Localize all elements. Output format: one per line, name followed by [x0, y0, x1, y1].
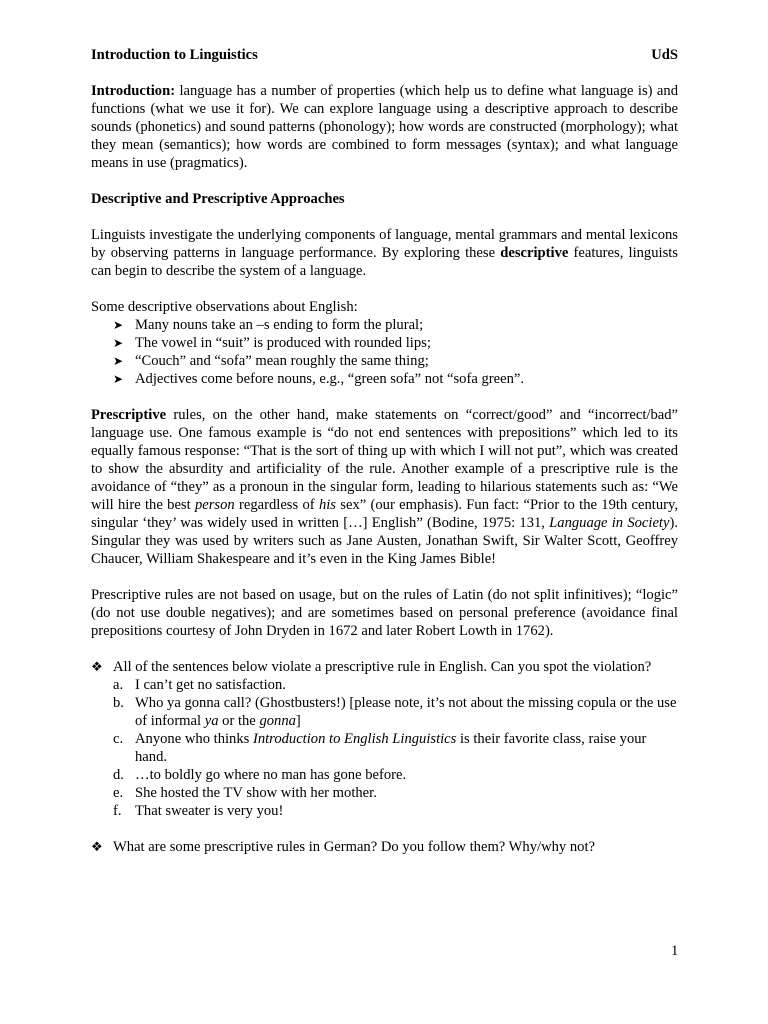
diamond-bullet-icon: ❖ — [91, 839, 103, 854]
list-item-label: d. — [113, 767, 124, 783]
list-item-text: …to boldly go where no man has gone before. — [135, 767, 407, 783]
prescriptive-text-1: rules, on the other hand, make statements on “correct/good” and “incorrect/bad” language use. One famous example is “do not end sentences with prepositions” which led to its equally famous response: “That is the sort of thing up with which I will not put”, which was created to show the absurdity and artificiality of the rule. Another example of a prescriptive rule is the avoidance of “they” as a pronoun in the singular form, leading to hilarious statements such as: “We will hire the best — [91, 407, 678, 513]
sentences-list — [91, 676, 678, 820]
list-item — [113, 316, 678, 334]
list-item-text: Who ya gonna call? (Ghostbusters!) [please note, it’s not about the missing copula or the use of informal — [135, 695, 677, 729]
section-heading: Descriptive and Prescriptive Approaches — [91, 191, 345, 207]
list-item — [113, 676, 678, 694]
intro-paragraph — [91, 82, 678, 172]
list-item — [113, 694, 678, 730]
list-item — [113, 766, 678, 784]
list-item-label: e. — [113, 785, 124, 801]
task-2 — [91, 838, 678, 856]
arrow-bullet-icon: ➤ — [113, 336, 124, 350]
page-number: 1 — [671, 943, 679, 959]
arrow-bullet-icon: ➤ — [113, 372, 124, 386]
list-item-text: Many nouns take an –s ending to form the plural; — [135, 317, 424, 333]
observations-intro: Some descriptive observations about English: — [91, 299, 358, 315]
descriptive-bold-term: descriptive — [500, 245, 569, 261]
prescriptive-text-4: ). Singular they was used by writers such as Jane Austen, Jonathan Swift, Sir Walter Scott, Geoffrey Chaucer, William Shakespeare and it’s even in the King James Bible! — [91, 515, 678, 567]
list-item-label: f. — [113, 803, 122, 819]
prescriptive-italic-3: Language in Society — [549, 515, 670, 531]
university-abbrev: UdS — [651, 47, 678, 63]
observations-list — [91, 316, 678, 388]
page-header — [91, 46, 678, 64]
prescriptive-italic-1: person — [194, 497, 235, 513]
task-1-text: All of the sentences below violate a prescriptive rule in English. Can you spot the violation? — [113, 659, 652, 675]
prescriptive-text-3: sex” (our emphasis). Fun fact: “Prior to the 19th century, singular ‘they’ was widely used in written […] English” (Bodine, 1975: 131, — [91, 497, 679, 531]
list-item-text: ] — [295, 713, 301, 729]
list-item-text: She hosted the TV show with her mother. — [135, 785, 377, 801]
list-item-text: The vowel in “suit” is produced with rounded lips; — [135, 335, 431, 351]
course-title: Introduction to Linguistics — [91, 47, 258, 63]
list-item — [113, 784, 678, 802]
task-1 — [91, 658, 678, 676]
list-item-italic: ya — [204, 713, 219, 729]
list-item-text: is their favorite class, raise your hand. — [135, 731, 647, 765]
list-item-text: or the — [218, 713, 260, 729]
descriptive-text-2: features, linguists can begin to describe the system of a language. — [91, 245, 678, 279]
prescriptive-text-2: regardless of — [234, 497, 319, 513]
usage-paragraph: Prescriptive rules are not based on usage, but on the rules of Latin (do not split infinitives); “logic” (do not use double negatives); and are sometimes based on personal preference (avoidance final prepositions courtesy of John Dryden in 1672 and later Robert Lowth in 1762). — [91, 587, 678, 639]
task-2-text: What are some prescriptive rules in German? Do you follow them? Why/why not? — [113, 839, 595, 855]
diamond-bullet-icon: ❖ — [91, 659, 103, 674]
arrow-bullet-icon: ➤ — [113, 354, 124, 368]
prescriptive-bold-term: Prescriptive — [91, 407, 167, 423]
prescriptive-italic-2: his — [318, 497, 336, 513]
intro-text: language has a number of properties (which help us to define what language is) and functions (what we use it for). We can explore language using a descriptive approach to describe sounds (phonetics) and sound patterns (phonology); how words are constructed (morphology); what they mean (semantics); how words are combined to form messages (syntax); and what language means in use (pragmatics). — [91, 83, 678, 171]
descriptive-paragraph — [91, 226, 678, 280]
list-item — [113, 352, 678, 370]
list-item-text: Adjectives come before nouns, e.g., “green sofa” not “sofa green”. — [135, 371, 525, 387]
list-item-italic: Introduction to English Linguistics — [252, 731, 457, 747]
list-item-text: I can’t get no satisfaction. — [135, 677, 286, 693]
list-item-label: b. — [113, 695, 124, 711]
prescriptive-paragraph — [91, 406, 678, 568]
list-item-text: That sweater is very you! — [135, 803, 284, 819]
list-item-italic: gonna — [259, 713, 296, 729]
list-item-text: Anyone who thinks — [135, 731, 253, 747]
list-item — [113, 802, 678, 820]
list-item — [113, 730, 678, 766]
list-item-label: a. — [113, 677, 124, 693]
arrow-bullet-icon: ➤ — [113, 318, 124, 332]
list-item-text: “Couch” and “sofa” mean roughly the same thing; — [135, 353, 429, 369]
list-item — [113, 334, 678, 352]
list-item — [113, 370, 678, 388]
list-item-label: c. — [113, 731, 124, 747]
intro-label: Introduction: — [91, 83, 176, 99]
document-page — [91, 46, 678, 856]
descriptive-text-1: Linguists investigate the underlying components of language, mental grammars and mental lexicons by observing patterns in language performance. By exploring these — [91, 227, 678, 261]
